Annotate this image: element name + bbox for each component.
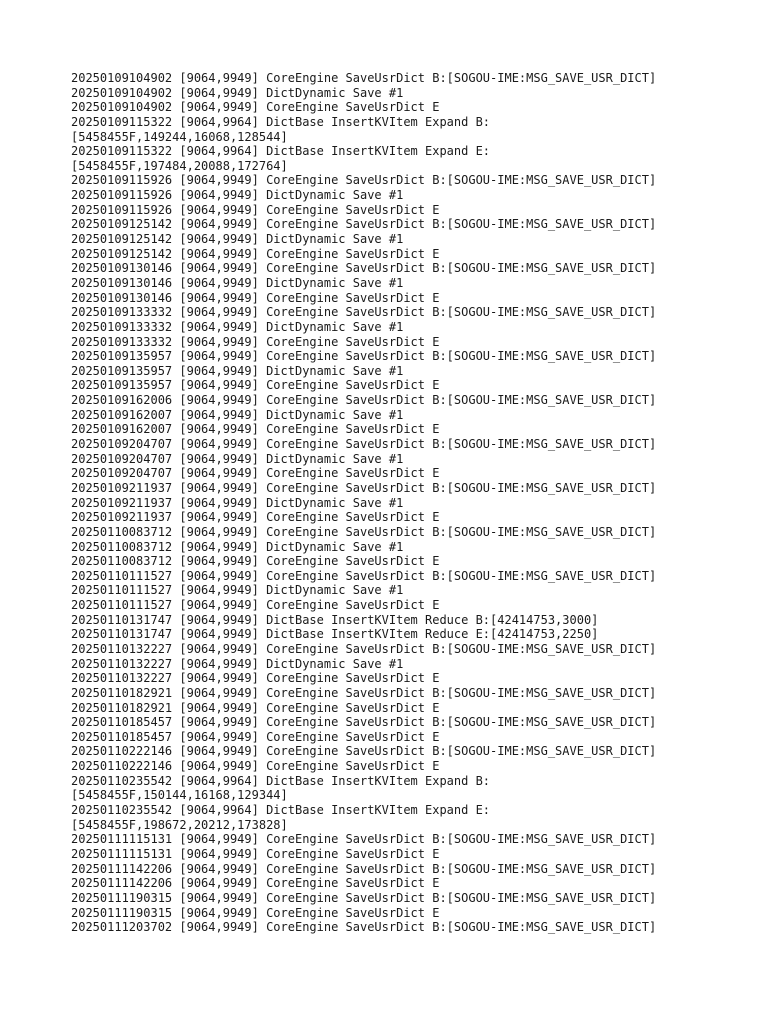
log-line: 20250109125142 [9064,9949] DictDynamic Save #1: [71, 232, 404, 247]
log-text: [71, 71, 768, 935]
log-line: 20250109135957 [9064,9949] CoreEngine SaveUsrDict E: [71, 378, 440, 393]
log-line: 20250109104902 [9064,9949] CoreEngine SaveUsrDict E: [71, 100, 440, 115]
log-line: 20250111203702 [9064,9949] CoreEngine SaveUsrDict B:[SOGOU-IME:MSG_SAVE_USR_DICT]: [71, 920, 657, 935]
log-line: 20250109130146 [9064,9949] DictDynamic Save #1: [71, 275, 404, 290]
log-line: 20250110182921 [9064,9949] CoreEngine SaveUsrDict E: [71, 700, 440, 715]
log-line: 20250111142206 [9064,9949] CoreEngine SaveUsrDict B:[SOGOU-IME:MSG_SAVE_USR_DICT]: [71, 861, 657, 876]
log-line: 20250109125142 [9064,9949] CoreEngine SaveUsrDict E: [71, 246, 440, 261]
log-line: 20250110111527 [9064,9949] DictDynamic Save #1: [71, 583, 404, 598]
log-line: 20250109133332 [9064,9949] CoreEngine SaveUsrDict B:[SOGOU-IME:MSG_SAVE_USR_DICT]: [71, 305, 657, 320]
log-line: 20250110132227 [9064,9949] DictDynamic Save #1: [71, 656, 404, 671]
log-line: 20250109130146 [9064,9949] CoreEngine SaveUsrDict E: [71, 290, 440, 305]
log-line: 20250110083712 [9064,9949] CoreEngine SaveUsrDict E: [71, 554, 440, 569]
log-line: 20250109162007 [9064,9949] DictDynamic Save #1: [71, 407, 404, 422]
log-line: 20250110185457 [9064,9949] CoreEngine SaveUsrDict E: [71, 729, 440, 744]
log-line: 20250110131747 [9064,9949] DictBase InsertKVItem Reduce E:[42414753,2250]: [71, 627, 599, 642]
log-line: [5458455F,198672,20212,173828]: [71, 817, 288, 832]
log-line: 20250110222146 [9064,9949] CoreEngine SaveUsrDict B:[SOGOU-IME:MSG_SAVE_USR_DICT]: [71, 744, 657, 759]
log-line: 20250109204707 [9064,9949] DictDynamic Save #1: [71, 451, 404, 466]
log-line: 20250110111527 [9064,9949] CoreEngine SaveUsrDict B:[SOGOU-IME:MSG_SAVE_USR_DICT]: [71, 568, 657, 583]
log-line: 20250109104902 [9064,9949] CoreEngine SaveUsrDict B:[SOGOU-IME:MSG_SAVE_USR_DICT]: [71, 71, 657, 85]
log-line: 20250110132227 [9064,9949] CoreEngine SaveUsrDict E: [71, 671, 440, 686]
log-line: 20250111190315 [9064,9949] CoreEngine SaveUsrDict E: [71, 905, 440, 920]
log-line: 20250111142206 [9064,9949] CoreEngine SaveUsrDict E: [71, 876, 440, 891]
log-line: 20250110235542 [9064,9964] DictBase InsertKVItem Expand B:: [71, 773, 491, 788]
log-line: 20250110083712 [9064,9949] DictDynamic Save #1: [71, 539, 404, 554]
log-line: [5458455F,149244,16068,128544]: [71, 129, 288, 144]
log-line: 20250109115322 [9064,9964] DictBase InsertKVItem Expand B:: [71, 114, 491, 129]
log-line: 20250109211937 [9064,9949] CoreEngine SaveUsrDict B:[SOGOU-IME:MSG_SAVE_USR_DICT]: [71, 480, 657, 495]
log-line: 20250109204707 [9064,9949] CoreEngine SaveUsrDict B:[SOGOU-IME:MSG_SAVE_USR_DICT]: [71, 437, 657, 452]
log-line: 20250110131747 [9064,9949] DictBase InsertKVItem Reduce B:[42414753,3000]: [71, 612, 599, 627]
log-line: 20250109162007 [9064,9949] CoreEngine SaveUsrDict E: [71, 422, 440, 437]
log-line: 20250110083712 [9064,9949] CoreEngine SaveUsrDict B:[SOGOU-IME:MSG_SAVE_USR_DICT]: [71, 524, 657, 539]
log-line: 20250109135957 [9064,9949] DictDynamic Save #1: [71, 363, 404, 378]
log-line: 20250111190315 [9064,9949] CoreEngine SaveUsrDict B:[SOGOU-IME:MSG_SAVE_USR_DICT]: [71, 890, 657, 905]
log-line: 20250110111527 [9064,9949] CoreEngine SaveUsrDict E: [71, 598, 440, 613]
log-line: 20250109133332 [9064,9949] CoreEngine SaveUsrDict E: [71, 334, 440, 349]
log-line: 20250109104902 [9064,9949] DictDynamic Save #1: [71, 85, 404, 100]
log-line: 20250110222146 [9064,9949] CoreEngine SaveUsrDict E: [71, 759, 440, 774]
log-line: 20250109130146 [9064,9949] CoreEngine SaveUsrDict B:[SOGOU-IME:MSG_SAVE_USR_DICT]: [71, 261, 657, 276]
log-line: 20250109211937 [9064,9949] CoreEngine SaveUsrDict E: [71, 510, 440, 525]
log-line: 20250109135957 [9064,9949] CoreEngine SaveUsrDict B:[SOGOU-IME:MSG_SAVE_USR_DICT]: [71, 349, 657, 364]
log-line: 20250111115131 [9064,9949] CoreEngine SaveUsrDict B:[SOGOU-IME:MSG_SAVE_USR_DICT]: [71, 832, 657, 847]
log-line: 20250111115131 [9064,9949] CoreEngine SaveUsrDict E: [71, 846, 440, 861]
log-line: 20250109162006 [9064,9949] CoreEngine SaveUsrDict B:[SOGOU-IME:MSG_SAVE_USR_DICT]: [71, 393, 657, 408]
log-line: 20250109211937 [9064,9949] DictDynamic Save #1: [71, 495, 404, 510]
log-line: 20250109115926 [9064,9949] CoreEngine SaveUsrDict E: [71, 202, 440, 217]
log-line: 20250109125142 [9064,9949] CoreEngine SaveUsrDict B:[SOGOU-IME:MSG_SAVE_USR_DICT]: [71, 217, 657, 232]
log-line: 20250109133332 [9064,9949] DictDynamic Save #1: [71, 319, 404, 334]
log-line: 20250109115926 [9064,9949] CoreEngine SaveUsrDict B:[SOGOU-IME:MSG_SAVE_USR_DICT]: [71, 173, 657, 188]
log-line: [5458455F,197484,20088,172764]: [71, 158, 288, 173]
log-line: 20250110182921 [9064,9949] CoreEngine SaveUsrDict B:[SOGOU-IME:MSG_SAVE_USR_DICT]: [71, 685, 657, 700]
log-line: 20250110235542 [9064,9964] DictBase InsertKVItem Expand E:: [71, 803, 491, 818]
log-line: 20250109115926 [9064,9949] DictDynamic Save #1: [71, 188, 404, 203]
log-line: [5458455F,150144,16168,129344]: [71, 788, 288, 803]
log-line: 20250110132227 [9064,9949] CoreEngine SaveUsrDict B:[SOGOU-IME:MSG_SAVE_USR_DICT]: [71, 641, 657, 656]
log-line: 20250109115322 [9064,9964] DictBase InsertKVItem Expand E:: [71, 144, 491, 159]
log-line: 20250110185457 [9064,9949] CoreEngine SaveUsrDict B:[SOGOU-IME:MSG_SAVE_USR_DICT]: [71, 715, 657, 730]
log-line: 20250109204707 [9064,9949] CoreEngine SaveUsrDict E: [71, 466, 440, 481]
